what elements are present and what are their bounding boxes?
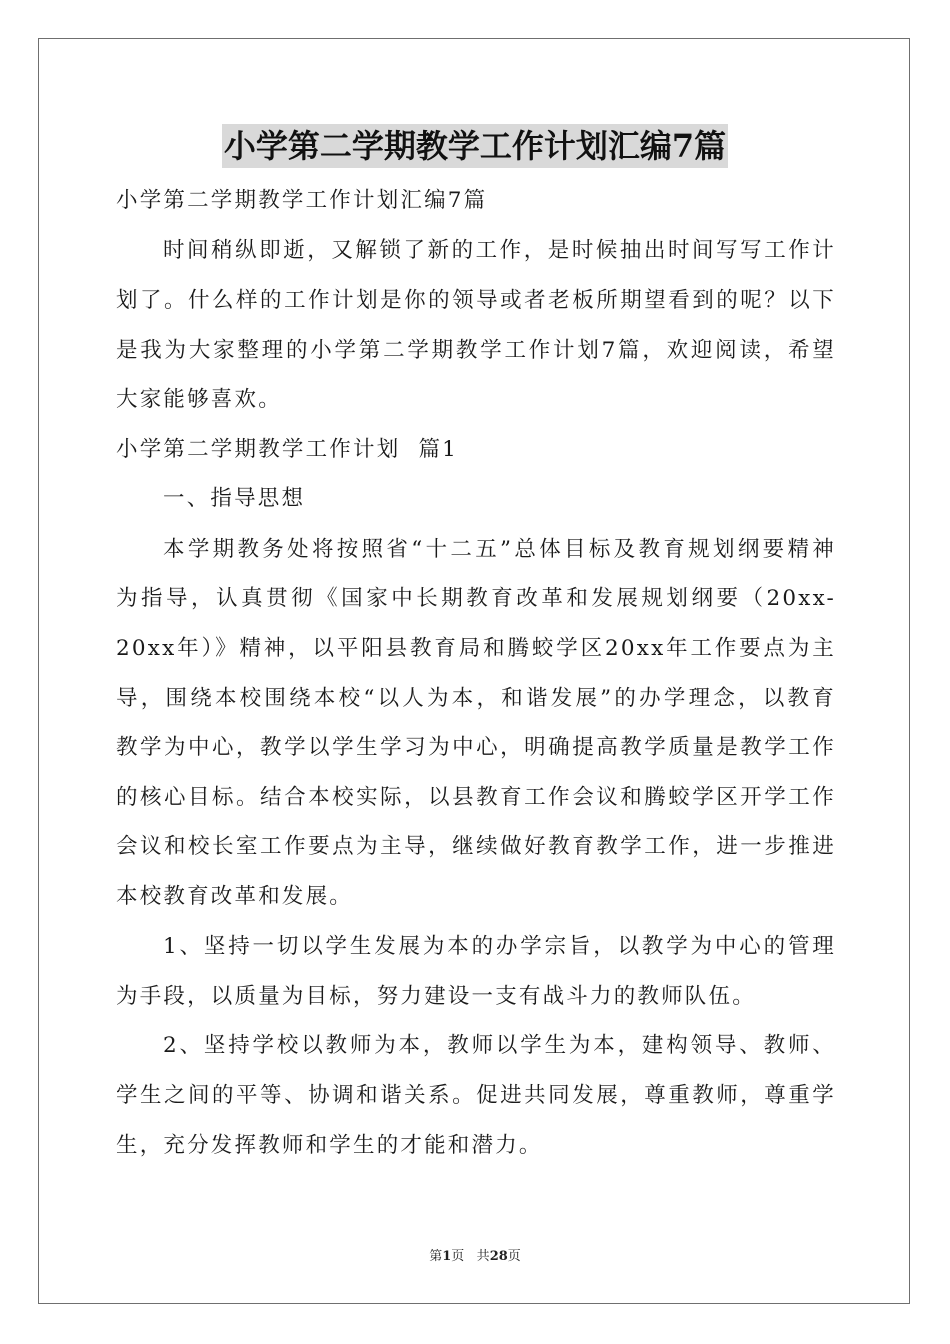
footer-page-number: 1 xyxy=(442,1249,452,1264)
document-title: 小学第二学期教学工作计划汇编7篇 xyxy=(0,124,950,168)
body-line-4: 导，围绕本校围绕本校“以人为本，和谐发展”的办学理念，以教育 xyxy=(116,686,836,711)
footer-total-prefix: 共 xyxy=(476,1249,490,1264)
item-2-line-2: 学生之间的平等、协调和谐关系。促进共同发展，尊重教师，尊重学 xyxy=(116,1083,836,1108)
body-line-1: 本学期教务处将按照省“十二五”总体目标及教育规划纲要精神 xyxy=(163,537,836,562)
section-heading: 小学第二学期教学工作计划 篇1 xyxy=(116,437,459,462)
body-line-6: 的核心目标。结合本校实际，以县教育工作会议和腾蛟学区开学工作 xyxy=(116,785,836,810)
body-line-2: 为指导，认真贯彻《国家中长期教育改革和发展规划纲要（20xx- xyxy=(116,586,836,611)
item-1-line-1: 1、坚持一切以学生发展为本的办学宗旨，以教学为中心的管理 xyxy=(163,934,836,959)
footer-page-prefix: 第 xyxy=(429,1249,443,1264)
footer-total-pages: 28 xyxy=(489,1249,508,1264)
page-border xyxy=(38,38,910,1304)
page-footer xyxy=(0,1248,950,1266)
intro-line-3: 是我为大家整理的小学第二学期教学工作计划7篇，欢迎阅读，希望 xyxy=(116,338,836,363)
item-1-line-2: 为手段，以质量为目标，努力建设一支有战斗力的教师队伍。 xyxy=(116,984,756,1009)
intro-line-2: 划了。什么样的工作计划是你的领导或者老板所期望看到的呢？以下 xyxy=(116,288,836,313)
body-line-3: 20xx年）》精神，以平阳县教育局和腾蛟学区20xx年工作要点为主 xyxy=(116,636,836,661)
footer-total-unit: 页 xyxy=(507,1249,521,1264)
body-line-8: 本校教育改革和发展。 xyxy=(116,884,354,909)
body-line-5: 教学为中心，教学以学生学习为中心，明确提高教学质量是教学工作 xyxy=(116,735,836,760)
intro-line-1: 时间稍纵即逝，又解锁了新的工作，是时候抽出时间写写工作计 xyxy=(163,238,836,263)
subheading-guiding-ideology: 一、指导思想 xyxy=(163,486,306,511)
item-2-line-1: 2、坚持学校以教师为本，教师以学生为本，建构领导、教师、 xyxy=(163,1033,836,1058)
item-2-line-3: 生，充分发挥教师和学生的才能和潜力。 xyxy=(116,1133,543,1158)
intro-line-4: 大家能够喜欢。 xyxy=(116,387,282,412)
footer-page-unit: 页 xyxy=(451,1249,465,1264)
subtitle-line: 小学第二学期教学工作计划汇编7篇 xyxy=(116,188,488,213)
body-line-7: 会议和校长室工作要点为主导，继续做好教育教学工作，进一步推进 xyxy=(116,834,836,859)
